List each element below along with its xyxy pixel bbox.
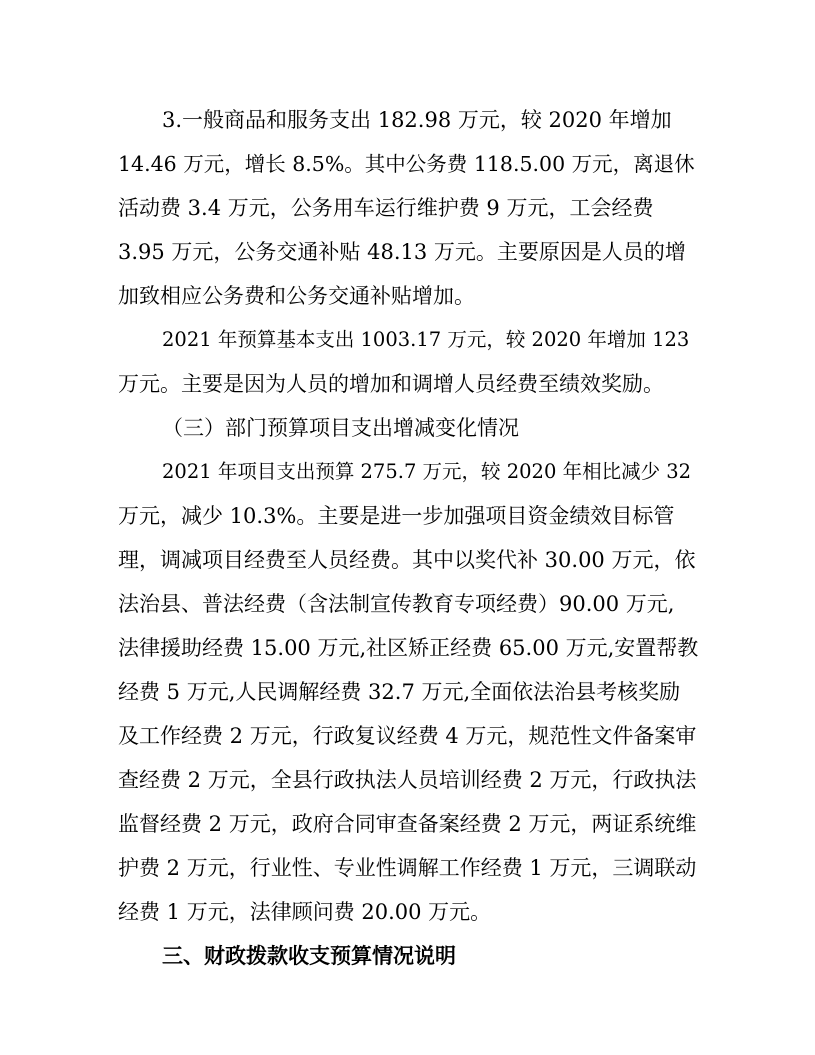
text-line-12: 法治县、普法经费（含法制宣传教育专项经费）90.00 万元, bbox=[118, 592, 675, 616]
text-line-19: 经费 1 万元，法律顾问费 20.00 万元。 bbox=[118, 900, 492, 924]
text-line-1: 3.一般商品和服务支出 182.98 万元，较 2020 年增加 bbox=[162, 108, 672, 132]
text-line-10: 万元，减少 10.3%。主要是进一步加强项目资金绩效目标管 bbox=[118, 504, 675, 528]
chapter-heading: 三、财政拨款收支预算情况说明 bbox=[162, 944, 456, 968]
text-line-4: 3.95 万元，公务交通补贴 48.13 万元。主要原因是人员的增 bbox=[118, 240, 686, 264]
text-line-11: 理，调减项目经费至人员经费。其中以奖代补 30.00 万元，依 bbox=[118, 548, 696, 572]
text-line-17: 监督经费 2 万元，政府合同审查备案经费 2 万元，两证系统维 bbox=[118, 812, 697, 836]
text-line-7: 万元。主要是因为人员的增加和调增人员经费至绩效奖励。 bbox=[118, 372, 664, 396]
text-line-14: 经费 5 万元,人民调解经费 32.7 万元,全面依法治县考核奖励 bbox=[118, 680, 681, 704]
text-line-3: 活动费 3.4 万元，公务用车运行维护费 9 万元，工会经费 bbox=[118, 196, 654, 220]
text-line-9: 2021 年项目支出预算 275.7 万元，较 2020 年相比减少 32 bbox=[162, 460, 692, 483]
section-heading-3: （三）部门预算项目支出增减变化情况 bbox=[162, 416, 519, 440]
text-line-18: 护费 2 万元，行业性、专业性调解工作经费 1 万元，三调联动 bbox=[118, 856, 697, 880]
text-line-6: 2021 年预算基本支出 1003.17 万元，较 2020 年增加 123 bbox=[162, 328, 690, 351]
text-line-13: 法律援助经费 15.00 万元,社区矫正经费 65.00 万元,安置帮教 bbox=[118, 636, 699, 660]
text-line-15: 及工作经费 2 万元，行政复议经费 4 万元，规范性文件备案审 bbox=[118, 724, 697, 748]
text-line-2: 14.46 万元，增长 8.5%。其中公务费 118.5.00 万元，离退休 bbox=[118, 152, 695, 176]
text-line-5: 加致相应公务费和公务交通补贴增加。 bbox=[118, 284, 475, 308]
text-line-16: 查经费 2 万元，全县行政执法人员培训经费 2 万元，行政执法 bbox=[118, 768, 697, 792]
